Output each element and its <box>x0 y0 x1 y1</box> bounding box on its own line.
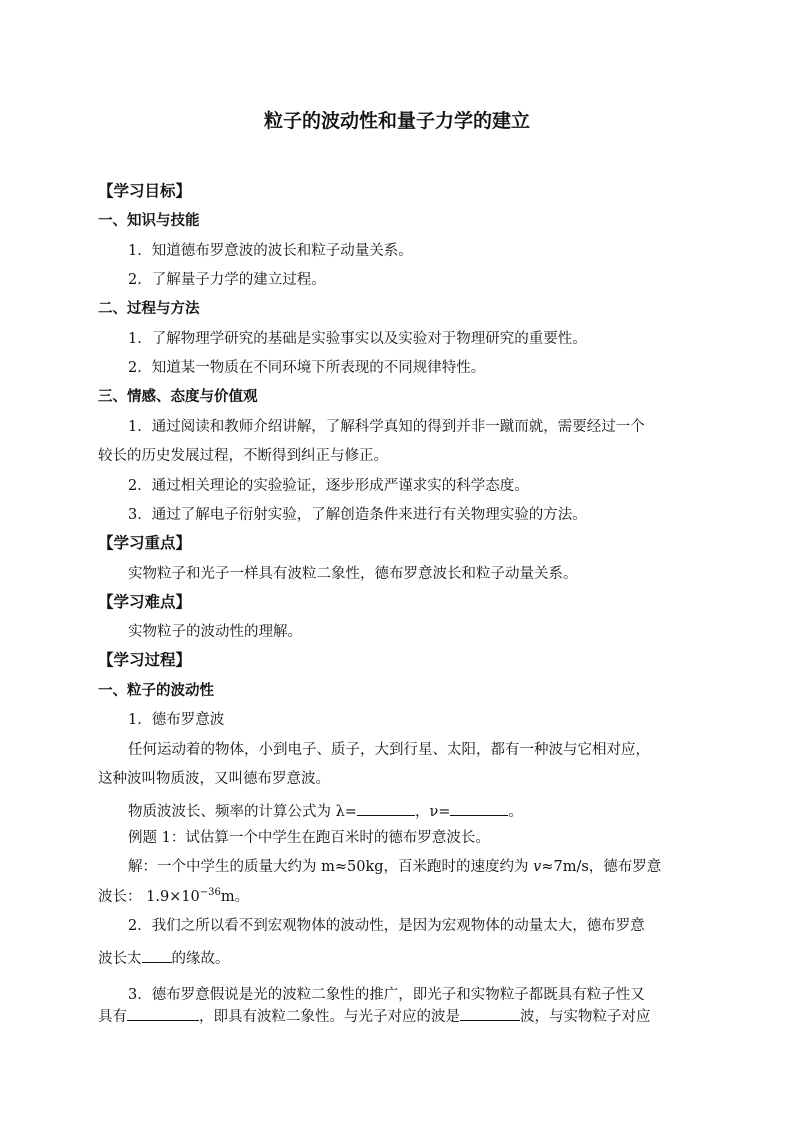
velocity-symbol: v <box>533 859 542 875</box>
emotion-item-1-line-1: 1．通过阅读和教师介绍讲解，了解科学真知的得到并非一蹴而就，需要经过一个 <box>128 419 645 435</box>
formula-mid: ，ν= <box>414 804 451 820</box>
learning-process-heading: 【学习过程】 <box>98 650 192 669</box>
key-points-heading: 【学习重点】 <box>98 533 192 552</box>
solution-value-unit: m。 <box>220 889 250 905</box>
knowledge-heading: 一、知识与技能 <box>98 212 200 229</box>
process-heading: 二、过程与方法 <box>98 300 200 317</box>
lambda-blank[interactable] <box>357 799 415 816</box>
item2-blank[interactable] <box>142 946 172 963</box>
para1-line-1: 任何运动着的物体，小到电子、质子，大到行星、太阳，都有一种波与它相对应， <box>128 742 650 758</box>
page-title: 粒子的波动性和量子力学的建立 <box>263 110 530 132</box>
objectives-heading: 【学习目标】 <box>98 181 192 200</box>
para1-line-2: 这种波叫物质波，又叫德布罗意波。 <box>98 771 330 787</box>
item3-text-c: 波，与实物粒子对应 <box>520 1009 651 1025</box>
item3-blank-2[interactable] <box>460 1004 520 1021</box>
item2-line-2 <box>98 946 230 969</box>
item2-line-1: 2．我们之所以看不到宏观物体的波动性，是因为宏观物体的动量太大，德布罗意 <box>128 918 645 934</box>
solution-value-exp: −36 <box>199 887 221 898</box>
solution-value-base: 1.9×10 <box>146 889 200 905</box>
solution-line-1 <box>128 857 661 877</box>
item3-blank-1[interactable] <box>127 1004 199 1021</box>
emotion-item-3: 3．通过了解电子衍射实验，了解创造条件来进行有关物理实验的方法。 <box>128 507 587 523</box>
formula-end: 。 <box>508 804 523 820</box>
item3-line-2 <box>98 1004 651 1027</box>
example-1: 例题 1：试估算一个中学生在跑百米时的德布罗意波长。 <box>128 830 490 846</box>
emotion-heading: 三、情感、态度与价值观 <box>98 388 258 405</box>
item3-line-1: 3．德布罗意假说是光的波粒二象性的推广，即光子和实物粒子都既具有粒子性又 <box>128 987 645 1003</box>
formula-line <box>128 799 523 822</box>
nu-blank[interactable] <box>450 799 508 816</box>
process-item: 1．了解物理学研究的基础是实验事实以及实验对于物理研究的重要性。 <box>128 331 587 347</box>
item1-title: 1．德布罗意波 <box>128 712 225 728</box>
item3-text-b: ，即具有波粒二象性。与光子对应的波是 <box>199 1009 460 1025</box>
item3-text-a: 具有 <box>98 1009 127 1025</box>
solution-line-2 <box>98 887 249 907</box>
process-item: 2．知道某一物质在不同环境下所表现的不同规律特性。 <box>128 360 486 376</box>
difficulties-heading: 【学习难点】 <box>98 592 192 611</box>
emotion-item-2: 2．通过相关理论的实验验证，逐步形成严谨求实的科学态度。 <box>128 478 529 494</box>
item2-text-a: 波长太 <box>98 951 142 967</box>
item2-text-b: 的缘故。 <box>171 951 230 967</box>
solution-text-b: ≈7m/s，德布罗意 <box>541 859 662 875</box>
knowledge-item: 2．了解量子力学的建立过程。 <box>128 272 326 288</box>
difficulties-text: 实物粒子的波动性的理解。 <box>128 624 302 640</box>
formula-prefix: 物质波波长、频率的计算公式为 λ= <box>128 804 357 820</box>
solution-text-a: 解：一个中学生的质量大约为 m≈50kg，百米跑时的速度约为 <box>128 859 534 875</box>
knowledge-item: 1．知道德布罗意波的波长和粒子动量关系。 <box>128 243 413 259</box>
solution-prefix: 波长： <box>98 889 142 905</box>
section1-heading: 一、粒子的波动性 <box>98 682 214 699</box>
key-points-text: 实物粒子和光子一样具有波粒二象性，德布罗意波长和粒子动量关系。 <box>128 566 578 582</box>
emotion-item-1-line-2: 较长的历史发展过程，不断得到纠正与修正。 <box>98 448 388 464</box>
